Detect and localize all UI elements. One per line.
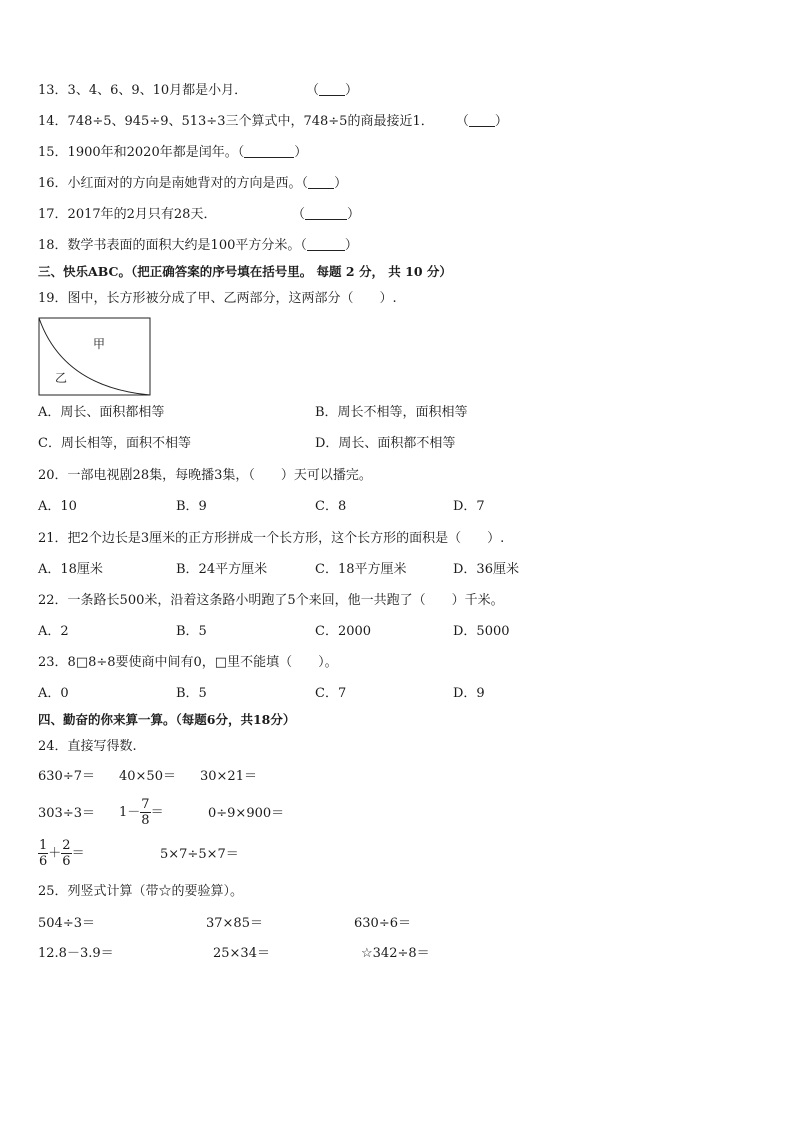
q22-option-c[interactable]: C．2000 xyxy=(315,624,372,639)
calc-24-8: 5×7÷5×7＝ xyxy=(160,847,239,862)
q19-option-b[interactable]: B．周长不相等，面积相等 xyxy=(315,405,468,420)
answer-paren-15[interactable] xyxy=(238,145,308,160)
paren-open: （ xyxy=(237,145,245,160)
numerator: 2 xyxy=(62,838,71,853)
q21-option-c[interactable]: C．18平方厘米 xyxy=(315,562,407,577)
calc-25-2: 37×85＝ xyxy=(206,916,263,931)
calc-25-5: 25×34＝ xyxy=(213,946,270,961)
question-14-text: 14．748÷5、945÷9、513÷3三个算式中，748÷5的商最接近1． xyxy=(38,114,434,129)
question-18-text: 18．数学书表面的面积大约是100平方分米。 xyxy=(38,238,301,253)
q19-option-a[interactable]: A．周长、面积都相等 xyxy=(38,405,165,420)
fraction-7-8 xyxy=(140,797,150,828)
answer-paren-14[interactable] xyxy=(456,114,508,129)
calc-equals: ＝ xyxy=(150,805,164,820)
paren-open: （ xyxy=(306,83,320,98)
question-14 xyxy=(38,113,508,131)
calc-prefix: 1－ xyxy=(119,805,141,820)
q21-option-d[interactable]: D．36厘米 xyxy=(453,562,519,577)
answer-paren-17[interactable] xyxy=(292,206,360,224)
q23-option-d[interactable]: D．9 xyxy=(453,686,485,701)
paren-open: （ xyxy=(301,176,309,191)
calc-24-6: 0÷9×900＝ xyxy=(208,806,285,821)
label-jia: 甲 xyxy=(93,337,106,351)
paren-close: ） xyxy=(344,238,358,253)
label-yi: 乙 xyxy=(55,371,68,385)
section-4-heading: 四、勤奋的你来算一算。（每题6分，共18分） xyxy=(38,712,296,727)
q20-option-a[interactable]: A．10 xyxy=(38,499,77,514)
calc-24-2: 40×50＝ xyxy=(119,769,176,784)
calc-equals: ＝ xyxy=(71,846,85,861)
q23-option-c[interactable]: C．7 xyxy=(315,686,347,701)
question-20-text: 20．一部电视剧28集，每晚播3集，（ ）天可以播完。 xyxy=(38,468,372,483)
question-15 xyxy=(38,144,307,162)
answer-paren-18[interactable] xyxy=(300,238,358,253)
paren-close: ） xyxy=(345,83,359,98)
paren-close: ） xyxy=(347,207,361,222)
answer-blank[interactable] xyxy=(244,145,294,158)
q20-option-b[interactable]: B．9 xyxy=(176,499,207,514)
question-17-text: 17．2017年的2月只有28天． xyxy=(38,207,217,222)
calc-24-3: 30×21＝ xyxy=(200,769,257,784)
question-18 xyxy=(38,237,358,255)
calc-25-1: 504÷3＝ xyxy=(38,916,95,931)
denominator: 6 xyxy=(39,854,48,869)
question-25-text: 25．列竖式计算（带☆的要验算）。 xyxy=(38,884,244,899)
question-22-text: 22．一条路长500米，沿着这条路小明跑了5个来回，他一共跑了（ ）千米。 xyxy=(38,593,504,608)
answer-blank[interactable] xyxy=(308,176,334,189)
q22-option-d[interactable]: D．5000 xyxy=(453,624,510,639)
rectangle-figure xyxy=(38,317,152,397)
answer-paren-13[interactable] xyxy=(306,82,358,100)
paren-close: ） xyxy=(494,114,508,129)
q19-option-d[interactable]: D．周长、面积都不相等 xyxy=(315,436,456,451)
answer-blank[interactable] xyxy=(319,83,345,96)
paren-open: （ xyxy=(455,114,469,129)
question-17 xyxy=(38,206,361,224)
q21-option-a[interactable]: A．18厘米 xyxy=(38,562,103,577)
plus-sign: ＋ xyxy=(48,846,62,861)
paren-open: （ xyxy=(292,207,306,222)
q22-option-a[interactable]: A．2 xyxy=(38,624,69,639)
calc-25-6: ☆342÷8＝ xyxy=(361,946,430,961)
q22-option-b[interactable]: B．5 xyxy=(176,624,207,639)
q23-option-a[interactable]: A．0 xyxy=(38,686,69,701)
q20-option-d[interactable]: D．7 xyxy=(453,499,485,514)
numerator: 7 xyxy=(141,797,150,812)
question-23-text: 23．8□8÷8要使商中间有0，□里不能填（ ）。 xyxy=(38,655,338,670)
question-24-text: 24．直接写得数. xyxy=(38,739,137,754)
paren-open: （ xyxy=(300,238,307,253)
section-3-heading: 三、快乐ABC。（把正确答案的序号填在括号里。 每题 2 分， 共 10 分） xyxy=(38,264,452,279)
q20-option-c[interactable]: C．8 xyxy=(315,499,347,514)
answer-blank[interactable] xyxy=(307,238,345,251)
answer-paren-16[interactable] xyxy=(302,176,348,191)
q19-option-c[interactable]: C．周长相等，面积不相等 xyxy=(38,436,191,451)
calc-25-3: 630÷6＝ xyxy=(354,916,411,931)
question-16-text: 16．小红面对的方向是南她背对的方向是西。 xyxy=(38,176,302,191)
calc-25-4: 12.8－3.9＝ xyxy=(38,946,114,961)
fraction-1-6 xyxy=(38,838,48,869)
question-16 xyxy=(38,175,347,193)
answer-blank[interactable] xyxy=(305,207,347,220)
question-19-text: 19．图中，长方形被分成了甲、乙两部分，这两部分（ ）. xyxy=(38,291,397,306)
calc-24-1: 630÷7＝ xyxy=(38,769,95,784)
q23-option-b[interactable]: B．5 xyxy=(176,686,207,701)
q21-option-b[interactable]: B．24平方厘米 xyxy=(176,562,268,577)
denominator: 6 xyxy=(62,854,71,869)
paren-close: ） xyxy=(334,176,348,191)
denominator: 8 xyxy=(141,813,150,828)
question-15-text: 15．1900年和2020年都是闰年。 xyxy=(38,145,238,160)
paren-close: ） xyxy=(294,145,308,160)
question-13-text: 13．3、4、6、9、10月都是小月． xyxy=(38,83,248,98)
question-21-text: 21．把2个边长是3厘米的正方形拼成一个长方形，这个长方形的面积是（ ）. xyxy=(38,531,505,546)
question-13 xyxy=(38,82,359,100)
calc-24-4: 303÷3＝ xyxy=(38,806,95,821)
answer-blank[interactable] xyxy=(469,114,495,127)
fraction-2-6 xyxy=(61,838,71,869)
calc-24-5 xyxy=(119,795,164,831)
calc-24-7 xyxy=(38,836,85,872)
numerator: 1 xyxy=(39,838,48,853)
